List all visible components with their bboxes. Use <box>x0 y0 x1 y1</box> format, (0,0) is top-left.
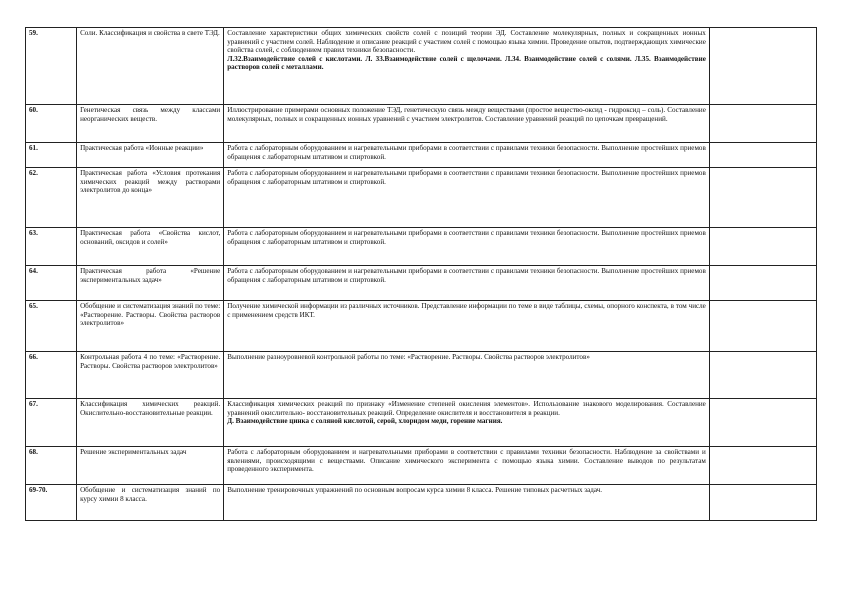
empty-cell <box>709 447 816 485</box>
lesson-number: 63. <box>26 228 77 266</box>
lesson-number: 64. <box>26 266 77 301</box>
empty-cell <box>709 352 816 399</box>
table-row <box>26 399 817 447</box>
activity-text: Работа с лабораторным оборудованием и нагревательными приборами в соответствии с правилами техники безопасности. Выполнение простейших приемов обращения с лабораторным штативом и спиртовкой. <box>227 169 706 186</box>
table-row <box>26 301 817 352</box>
lesson-topic: Практическая работа «Решение экспериментальных задач» <box>77 266 224 301</box>
lesson-plan-table <box>25 27 817 521</box>
lesson-number: 65. <box>26 301 77 352</box>
table-row <box>26 485 817 521</box>
lesson-number: 60. <box>26 105 77 143</box>
table-row <box>26 266 817 301</box>
activity-text: Работа с лабораторным оборудованием и нагревательными приборами в соответствии с правилами техники безопасности. Выполнение простейших приемов обращения с лабораторным штативом и спиртовкой. <box>227 267 706 284</box>
lesson-number: 61. <box>26 143 77 168</box>
table-row <box>26 352 817 399</box>
table-row <box>26 447 817 485</box>
empty-cell <box>709 168 816 228</box>
demonstration: Д. Взаимодействие цинка с соляной кислотой, серой, хлоридом меди, горение магния. <box>227 417 503 426</box>
lesson-activities <box>224 352 710 399</box>
lab-works: Л.32.Взаимодействие солей с кислотами. Л. 33.Взаимодействие солей с щелочами. Л.34. Взаимодействие солей с солями. Л.35. Взаимодействие растворов солей с металлами. <box>227 54 706 72</box>
lesson-topic: Классификация химических реакций. Окислительно-восстановительные реакции. <box>77 399 224 447</box>
activity-text: Выполнение тренировочных упражнений по основным вопросам курса химии 8 класса. Решение типовых расчетных задач. <box>227 486 603 494</box>
empty-cell <box>709 266 816 301</box>
activity-text: Иллюстрирование примерами основных положение ТЭД, генетическую связь между веществами (простое вещество-оксид - гидроксид – соль). Составление молекулярных, полных и сокращенных ионных уравнений с участием электролитов. Составление уравнений реакций по цепочкам превращений. <box>227 106 706 123</box>
lesson-topic: Обобщение и систематизация знаний по теме: «Растворение. Растворы. Свойства растворов электролитов» <box>77 301 224 352</box>
activity-text: Классификация химических реакций по признаку «Изменение степеней окисления элементов». Использование знакового моделирования. Составление уравнений окислительно- восстановительных реакций. Определение окислителя и восстановителя в реакции. <box>227 400 706 417</box>
lesson-topic: Генетическая связь между классами неорганических веществ. <box>77 105 224 143</box>
lesson-activities <box>224 266 710 301</box>
empty-cell <box>709 301 816 352</box>
activity-text: Выполнение разноуровневой контрольной работы по теме: «Растворение. Растворы. Свойства растворов электролитов» <box>227 353 590 361</box>
lesson-activities <box>224 399 710 447</box>
empty-cell <box>709 399 816 447</box>
lesson-topic: Контрольная работа 4 по теме: «Растворение. Растворы. Свойства растворов электролитов» <box>77 352 224 399</box>
lesson-activities <box>224 228 710 266</box>
empty-cell <box>709 28 816 105</box>
table-row <box>26 105 817 143</box>
table-row <box>26 28 817 105</box>
lesson-number: 59. <box>26 28 77 105</box>
activity-text: Получение химической информации из различных источников. Представление информации по теме в виде таблицы, схемы, опорного конспекта, в том числе с применением средств ИКТ. <box>227 302 706 319</box>
empty-cell <box>709 105 816 143</box>
lesson-topic: Практическая работа «Условия протекания химических реакций между растворами электролитов до конца» <box>77 168 224 228</box>
activity-text: Работа с лабораторным оборудованием и нагревательными приборами в соответствии с правилами техники безопасности. Выполнение простейших приемов обращения с лабораторным штативом и спиртовкой. <box>227 229 706 246</box>
lesson-activities <box>224 447 710 485</box>
activity-text: Составление характеристики общих химических свойств солей с позиций теории ЭД. Составление молекулярных, полных и сокращенных ионных уравнений с участием солей. Наблюдение и описание реакций с участием солей с помощью языка химии. Проведение опытов, подтверждающих химические свойства солей, с соблюдением правил техники безопасности. <box>227 29 706 55</box>
lesson-topic: Соли. Классификация и свойства в свете ТЭД. <box>77 28 224 105</box>
lesson-activities <box>224 143 710 168</box>
lesson-activities <box>224 28 710 105</box>
table-row <box>26 143 817 168</box>
lesson-number: 66. <box>26 352 77 399</box>
lesson-activities <box>224 485 710 521</box>
lesson-number: 67. <box>26 399 77 447</box>
table-row <box>26 228 817 266</box>
empty-cell <box>709 143 816 168</box>
lesson-topic: Практическая работа «Ионные реакции» <box>77 143 224 168</box>
lesson-activities <box>224 105 710 143</box>
activity-text: Работа с лабораторным оборудованием и нагревательными приборами в соответствии с правилами техники безопасности. Наблюдение за свойствами и явлениями, происходящими с веществами. Описание химического эксперимента с помощью языка химии. Составление выводов по результатам проведенного эксперимента. <box>227 448 706 474</box>
empty-cell <box>709 485 816 521</box>
lesson-topic: Обобщение и систематизация знаний по курсу химии 8 класса. <box>77 485 224 521</box>
lesson-number: 68. <box>26 447 77 485</box>
lesson-number: 62. <box>26 168 77 228</box>
lesson-topic: Решение экспериментальных задач <box>77 447 224 485</box>
table-row <box>26 168 817 228</box>
empty-cell <box>709 228 816 266</box>
lesson-number: 69-70. <box>26 485 77 521</box>
lesson-activities <box>224 301 710 352</box>
lesson-activities <box>224 168 710 228</box>
activity-text: Работа с лабораторным оборудованием и нагревательными приборами в соответствии с правилами техники безопасности. Выполнение простейших приемов обращения с лабораторным штативом и спиртовкой. <box>227 144 706 161</box>
lesson-topic: Практическая работа «Свойства кислот, оснований, оксидов и солей» <box>77 228 224 266</box>
